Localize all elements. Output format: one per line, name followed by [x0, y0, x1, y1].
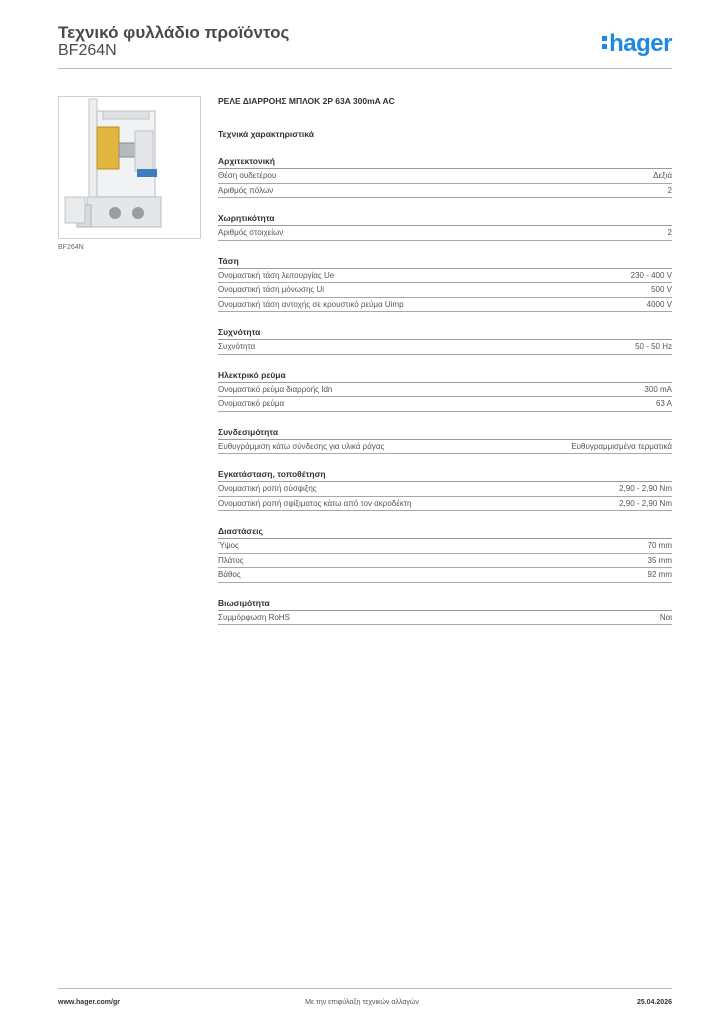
spec-row [218, 568, 672, 583]
spec-label: Θέση ουδετέρου [218, 171, 277, 180]
hager-logo [602, 30, 672, 58]
spec-value: 300 mA [644, 384, 672, 394]
section-title: Εγκατάσταση, τοποθέτηση [218, 468, 672, 482]
spec-row [218, 169, 672, 184]
section-title: Βιωσιμότητα [218, 597, 672, 611]
spec-label: Ονομαστική τάση μόνωσης Ui [218, 285, 325, 294]
spec-section [218, 326, 672, 355]
spec-value: 35 mm [647, 555, 672, 565]
spec-label: Ονομαστικό ρεύμα [218, 399, 285, 408]
document-title: Τεχνικό φυλλάδιο προϊόντος [58, 23, 290, 42]
page-header [58, 20, 672, 70]
spec-value: 2 [667, 228, 672, 237]
spec-section [218, 597, 672, 626]
section-title: Συνδεσιμότητα [218, 426, 672, 440]
spec-row [218, 440, 672, 455]
spec-row [218, 298, 672, 313]
spec-value: 500 V [651, 285, 672, 294]
spec-label: Συμμόρφωση RoHS [218, 612, 290, 622]
spec-label: Αριθμός πόλων [218, 185, 274, 195]
section-title: Συχνότητα [218, 326, 672, 340]
spec-section [218, 212, 672, 241]
spec-row [218, 383, 672, 398]
spec-row [218, 184, 672, 199]
spec-section [218, 426, 672, 455]
spec-label: Αριθμός στοιχείων [218, 228, 284, 237]
spec-value: Ευθυγραμμισμένα τερματικά [571, 441, 672, 451]
spec-section [218, 369, 672, 412]
spec-label: Ονομαστική τάση λειτουργίας Ue [218, 270, 335, 280]
spec-value: Ναι [659, 612, 672, 622]
spec-row [218, 554, 672, 569]
spec-row [218, 539, 672, 554]
spec-label: Ευθυγράμμιση κάτω σύνδεσης για υλικά ράγας [218, 441, 385, 451]
spec-row [218, 397, 672, 412]
spec-row [218, 340, 672, 355]
footer-divider [58, 988, 672, 989]
spec-row [218, 226, 672, 241]
spec-value: Δεξιά [653, 171, 672, 180]
spec-value: 92 mm [647, 570, 672, 579]
spec-row [218, 497, 672, 512]
spec-label: Συχνότητα [218, 342, 256, 351]
spec-row [218, 283, 672, 298]
logo-text: hager [609, 30, 672, 57]
spec-label: Πλάτος [218, 555, 244, 565]
spec-value: 70 mm [647, 541, 672, 550]
spec-label: Ύψος [218, 541, 239, 550]
spec-content [218, 96, 672, 639]
spec-label: Ονομαστική ροπή σφίξιματος κάτω από τον ακροδέκτη [218, 498, 412, 508]
tech-characteristics-heading: Τεχνικά χαρακτηριστικά [218, 129, 314, 139]
section-title: Αρχιτεκτονική [218, 155, 672, 169]
image-caption: BF264N [58, 244, 84, 251]
section-title: Διαστάσεις [218, 525, 672, 539]
logo-dots-icon [602, 36, 607, 52]
spec-label: Ονομαστικό ρεύμα διαρροής Idn [218, 384, 333, 394]
section-title: Τάση [218, 255, 672, 269]
spec-value: 2,90 - 2,90 Nm [619, 484, 672, 493]
product-image [58, 96, 201, 239]
section-title: Χωρητικότητα [218, 212, 672, 226]
footer-disclaimer: Με την επιφύλαξη τεχνικών αλλαγών [305, 999, 419, 1006]
spec-value: 2 [667, 185, 672, 195]
circuit-breaker-image-icon [59, 97, 200, 238]
spec-section [218, 155, 672, 198]
spec-row [218, 269, 672, 284]
spec-row [218, 611, 672, 626]
spec-row [218, 482, 672, 497]
product-name: ΡΕΛΕ ΔΙΑΡΡΟΗΣ ΜΠΛΟΚ 2P 63A 300mA AC [218, 96, 395, 106]
header-divider [58, 68, 672, 69]
spec-sections [218, 155, 672, 625]
spec-label: Ονομαστική τάση αντοχής σε κρουστικό ρεύμα Uimp [218, 299, 404, 309]
section-title: Ηλεκτρικό ρεύμα [218, 369, 672, 383]
spec-section [218, 255, 672, 313]
spec-value: 230 - 400 V [630, 270, 672, 280]
footer-website-link[interactable]: www.hager.com/gr [58, 999, 120, 1006]
footer-date: 25.04.2026 [636, 999, 672, 1006]
spec-label: Βάθος [218, 570, 241, 579]
product-code: BF264N [58, 42, 117, 59]
spec-value: 50 - 50 Hz [635, 342, 672, 351]
spec-value: 4000 V [646, 299, 672, 309]
spec-value: 63 A [655, 399, 672, 408]
spec-section [218, 525, 672, 583]
spec-value: 2,90 - 2,90 Nm [619, 498, 672, 508]
spec-label: Ονομαστική ροπή σύσφιξης [218, 484, 317, 493]
spec-section [218, 468, 672, 511]
